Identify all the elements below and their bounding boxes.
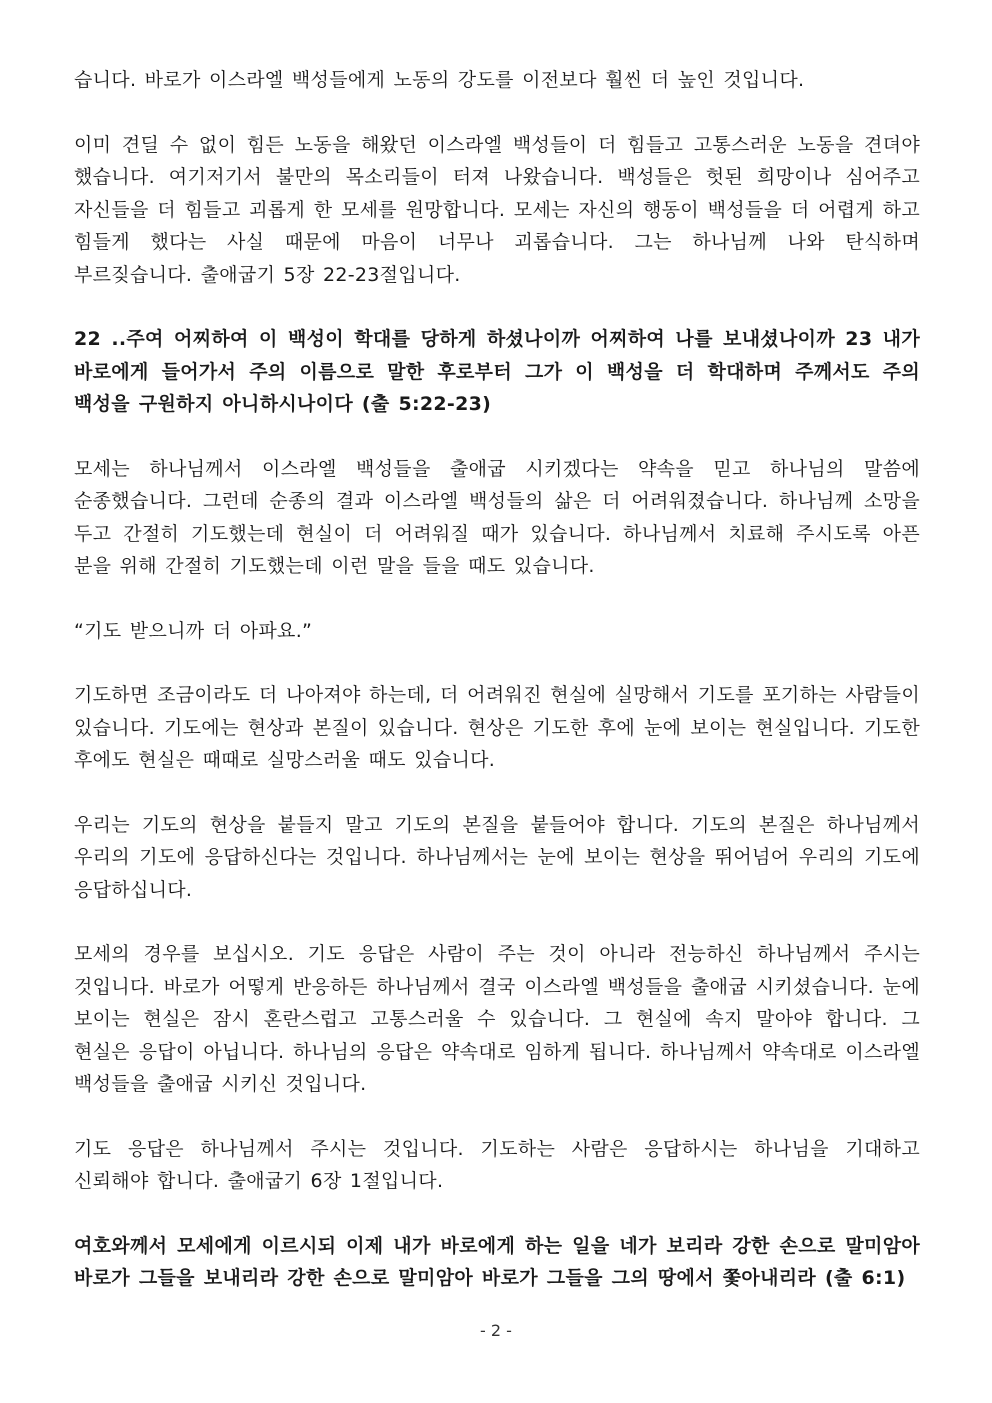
document-page xyxy=(74,64,920,1327)
scripture-quote: 22 ..주여 어찌하여 이 백성이 학대를 당하게 하셨나이까 어찌하여 나를 보내셨나이까 23 내가 바로에게 들어가서 주의 이름으로 말한 후로부터 그가 이 백성을 더 학대하며 주께서도 주의 백성을 구원하지 아니하시나이다 (출 5:22-23) xyxy=(74,328,920,415)
quoted-remark: “기도 받으니까 더 아파요.” xyxy=(74,619,313,642)
body-paragraph: 기도 응답은 하나님께서 주시는 것입니다. 기도하는 사람은 응답하시는 하나님을 기대하고 신뢰해야 합니다. 출애굽기 6장 1절입니다. xyxy=(74,1137,920,1192)
body-paragraph: 모세의 경우를 보십시오. 기도 응답은 사람이 주는 것이 아니라 전능하신 하나님께서 주시는 것입니다. 바로가 어떻게 반응하든 하나님께서 결국 이스라엘 백성들을 출애굽 시키셨습니다. 눈에 보이는 현실은 잠시 혼란스럽고 고통스러울 수 있습니다. 그 현실에 속지 말아야 합니다. 그 현실은 응답이 아닙니다. 하나님의 응답은 약속대로 임하게 됩니다. 하나님께서 약속대로 이스라엘 백성들을 출애굽 시키신 것입니다. xyxy=(74,943,920,1095)
body-paragraph: 이미 견딜 수 없이 힘든 노동을 해왔던 이스라엘 백성들이 더 힘들고 고통스러운 노동을 견뎌야 했습니다. 여기저기서 불만의 목소리들이 터져 나왔습니다. 백성들은 헛된 희망이나 심어주고 자신들을 더 힘들고 괴롭게 한 모세를 원망합니다. 모세는 자신의 행동이 백성들을 더 어렵게 하고 힘들게 했다는 사실 때문에 마음이 너무나 괴롭습니다. 그는 하나님께 나와 탄식하며 부르짖습니다. 출애굽기 5장 22-23절입니다. xyxy=(74,133,920,286)
body-paragraph: 모세는 하나님께서 이스라엘 백성들을 출애굽 시키겠다는 약속을 믿고 하나님의 말씀에 순종했습니다. 그런데 순종의 결과 이스라엘 백성들의 삶은 더 어려워졌습니다. 하나님께 소망을 두고 간절히 기도했는데 현실이 더 어려워질 때가 있습니다. 하나님께서 치료해 주시도록 아픈 분을 위해 간절히 기도했는데 이런 말을 들을 때도 있습니다. xyxy=(74,457,920,577)
page-number: - 2 - xyxy=(480,1321,512,1340)
scripture-quote: 여호와께서 모세에게 이르시되 이제 내가 바로에게 하는 일을 네가 보리라 강한 손으로 말미암아 바로가 그들을 보내리라 강한 손으로 말미암아 바로가 그들을 그의 땅에서 쫓아내리라 (출 6:1) xyxy=(74,1234,920,1289)
body-paragraph: 기도하면 조금이라도 더 나아져야 하는데, 더 어려워진 현실에 실망해서 기도를 포기하는 사람들이 있습니다. 기도에는 현상과 본질이 있습니다. 현상은 기도한 후에 눈에 보이는 현실입니다. 기도한 후에도 현실은 때때로 실망스러울 때도 있습니다. xyxy=(74,684,920,771)
body-paragraph: 우리는 기도의 현상을 붙들지 말고 기도의 본질을 붙들어야 합니다. 기도의 본질은 하나님께서 우리의 기도에 응답하신다는 것입니다. 하나님께서는 눈에 보이는 현상을 뛰어넘어 우리의 기도에 응답하십니다. xyxy=(74,813,920,901)
body-paragraph: 습니다. 바로가 이스라엘 백성들에게 노동의 강도를 이전보다 훨씬 더 높인 것입니다. xyxy=(74,69,805,91)
